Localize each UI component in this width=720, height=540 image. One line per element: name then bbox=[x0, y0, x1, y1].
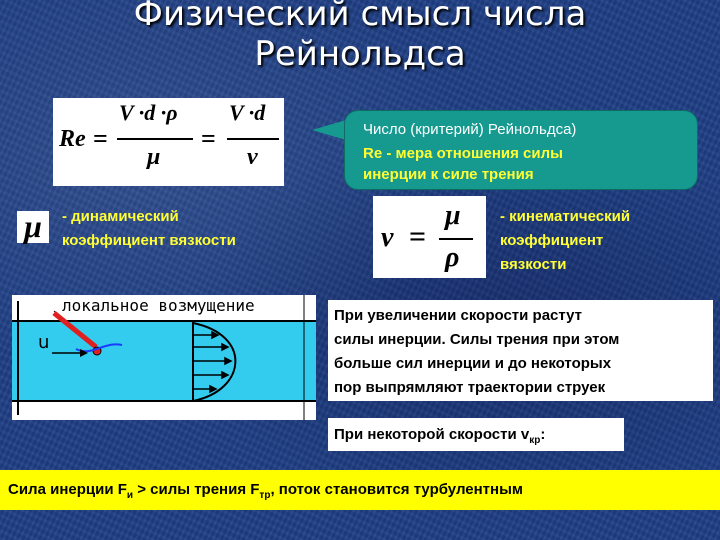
explanation-line-1: При увеличении скорости растут bbox=[334, 307, 582, 324]
formula-re: Re bbox=[59, 126, 86, 152]
mu-symbol: μ bbox=[17, 211, 49, 243]
nu-description bbox=[500, 205, 630, 277]
formula-eq-2: = bbox=[201, 124, 216, 153]
callout-desc-line-1: Re - мера отношения силы bbox=[363, 145, 563, 162]
mu-description bbox=[62, 205, 236, 253]
nu-fraction-bar bbox=[439, 238, 473, 240]
explanation-box bbox=[328, 300, 713, 401]
u-label: u bbox=[38, 332, 50, 353]
formula-num-2: V ·d bbox=[229, 100, 266, 125]
nu-den: ρ bbox=[445, 242, 460, 273]
slide-title bbox=[0, 0, 720, 74]
formula-num-1: V ·d ·ρ bbox=[119, 100, 178, 125]
formula-eq-1: = bbox=[93, 124, 108, 153]
nu-desc-line-3: вязкости bbox=[500, 256, 567, 273]
critical-speed-sub: кр bbox=[529, 435, 541, 446]
critical-speed-text: При некоторой скорости v bbox=[334, 426, 530, 443]
formula-den-2: ν bbox=[247, 144, 258, 170]
conclusion-part-3: , поток становится турбулентным bbox=[270, 481, 523, 498]
conclusion-part-1: Сила инерции F bbox=[8, 481, 127, 498]
title-line-2: Рейнольдса bbox=[254, 34, 466, 74]
conclusion-bar bbox=[0, 470, 720, 510]
fraction-bar-1 bbox=[117, 138, 193, 140]
mu-desc-line-2: коэффициент вязкости bbox=[62, 232, 236, 249]
callout-title: Число (критерий) Рейнольдса) bbox=[363, 121, 577, 138]
conclusion-part-2: > силы трения F bbox=[133, 481, 260, 498]
callout-pointer bbox=[312, 120, 346, 140]
nu-desc-line-1: - кинематический bbox=[500, 208, 631, 225]
callout-description bbox=[363, 143, 563, 185]
fraction-bar-2 bbox=[227, 138, 279, 140]
disturbance-label: локальное возмущение bbox=[62, 296, 255, 315]
nu-lhs: ν bbox=[381, 222, 394, 253]
explanation-line-4: пор выпрямляют траектории струек bbox=[334, 379, 606, 396]
critical-speed-box bbox=[328, 418, 624, 451]
nu-desc-line-2: коэффициент bbox=[500, 232, 604, 249]
critical-speed-colon: : bbox=[540, 426, 546, 443]
nu-formula bbox=[373, 196, 486, 278]
reynolds-formula bbox=[53, 98, 284, 186]
conclusion-sub-1: и bbox=[126, 490, 134, 501]
disturbance-rod bbox=[54, 313, 96, 347]
callout-desc-line-2: инерции к силе трения bbox=[363, 166, 534, 183]
nu-num: μ bbox=[445, 200, 461, 231]
conclusion-sub-2: тр bbox=[259, 490, 271, 501]
explanation-line-2: силы инерции. Силы трения при этом bbox=[334, 331, 620, 348]
u-arrow-head bbox=[80, 349, 88, 357]
formula-den-1: μ bbox=[147, 144, 161, 170]
reynolds-callout bbox=[344, 110, 698, 190]
title-line-1: Физический смысл числа bbox=[133, 0, 587, 34]
profile-arrows bbox=[193, 332, 231, 392]
mu-desc-line-1: - динамический bbox=[62, 208, 179, 225]
explanation-line-3: больше сил инерции и до некоторых bbox=[334, 355, 612, 372]
nu-eq: = bbox=[409, 220, 427, 253]
